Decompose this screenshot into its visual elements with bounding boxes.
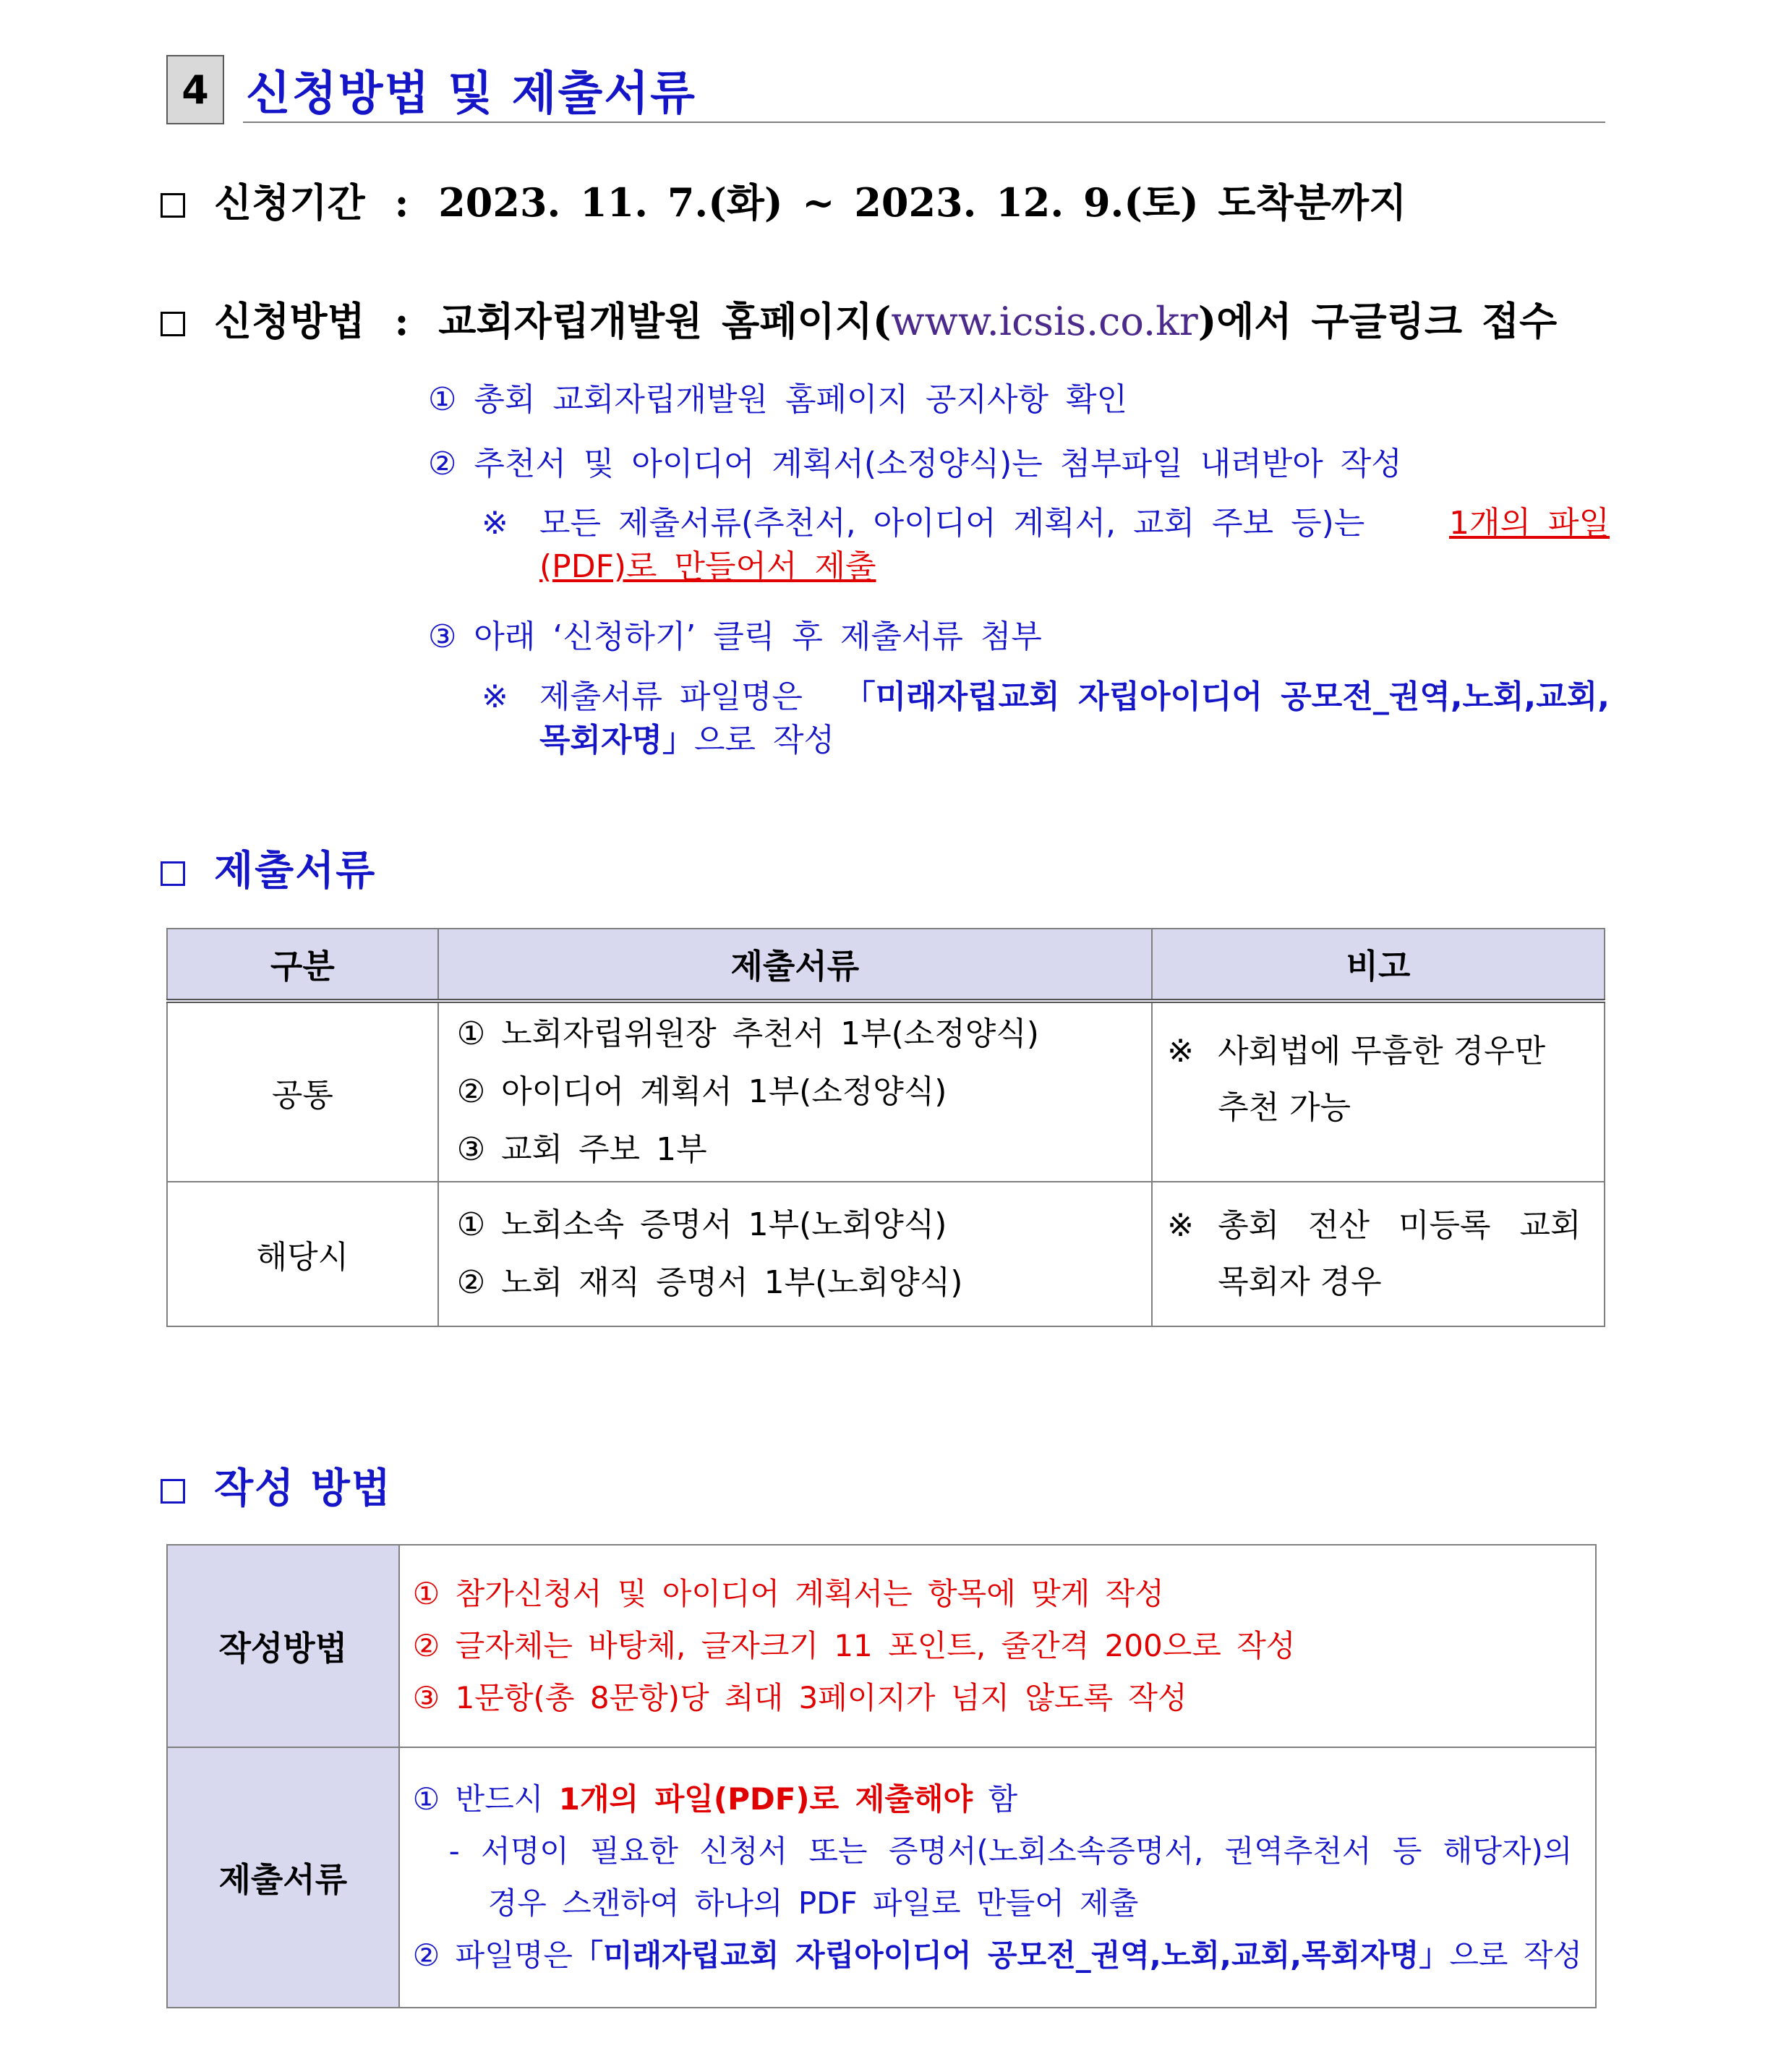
note1-highlight-cont: (PDF)로 만들어서 제출 (539, 548, 876, 585)
documents-table (166, 928, 1605, 1327)
reference-mark-icon: ※ (1167, 1033, 1194, 1070)
method-line (161, 291, 1557, 346)
note2-filename-cont: 목회자명」 (539, 722, 695, 759)
row-documents (438, 1182, 1152, 1326)
note2-filename: 「미래자립교회 자립아이디어 공모전_권역,노회,교회, (843, 678, 1610, 715)
table-header-row (167, 929, 1605, 1001)
method-note-1 (482, 502, 1610, 589)
submit-text-end: 함 (988, 1781, 1018, 1817)
filename-text: ② 파일명은 (412, 1937, 573, 1973)
period-line (161, 172, 1406, 228)
note1-text: 모든 제출서류(추천서, 아이디어 계획서, 교회 주보 등)는 (539, 505, 1365, 542)
table-row (167, 1182, 1605, 1326)
documents-heading-text: 제출서류 (214, 848, 377, 895)
checkbox-square-icon (161, 861, 185, 886)
list-item: ① 노회소속 증명서 1부(노회양식) (456, 1206, 947, 1243)
checkbox-square-icon (161, 1479, 185, 1504)
filename-pattern: 「미래자립교회 자립아이디어 공모전_권역,노회,교회,목회자명」 (572, 1937, 1450, 1973)
writing-heading (161, 1457, 392, 1514)
row-documents (438, 1001, 1152, 1182)
header-documents: 제출서류 (438, 929, 1152, 1001)
row-remark (1152, 1182, 1605, 1326)
remark-line: 추천 가능 (1218, 1089, 1351, 1126)
checkbox-square-icon (161, 193, 185, 218)
list-item: ② 노회 재직 증명서 1부(노회양식) (456, 1264, 963, 1301)
reference-mark-icon: ※ (482, 678, 508, 715)
method-item-1: ① 총회 교회자립개발원 홈페이지 공지사항 확인 (428, 381, 1127, 418)
row-remark (1152, 1001, 1605, 1182)
reference-mark-icon: ※ (1167, 1207, 1194, 1244)
method-note-2 (482, 675, 1610, 762)
method-text-after: )에서 구글링크 접수 (1197, 298, 1558, 344)
list-item: - 서명이 필요한 신청서 또는 증명서(노회소속증명서, 권역추천서 등 해당자)의 (448, 1833, 1573, 1869)
method-colon: : (394, 298, 409, 344)
method-label: 신청방법 (214, 298, 365, 344)
table-row (167, 1545, 1596, 1747)
section-divider (243, 121, 1605, 123)
section-number: 4 (166, 55, 224, 124)
table-row (167, 1747, 1596, 2008)
checkbox-square-icon (161, 312, 185, 336)
writing-heading-text: 작성 방법 (214, 1465, 392, 1512)
row-category: 공통 (167, 1001, 438, 1182)
homepage-link[interactable]: www.icsis.co.kr (891, 299, 1198, 344)
note2-text-end: 으로 작성 (694, 722, 835, 759)
period-value: 2023. 11. 7.(화) ~ 2023. 12. 9.(토) 도착분까지 (438, 179, 1407, 226)
row-category: 해당시 (167, 1182, 438, 1326)
period-label: 신청기간 (214, 179, 365, 226)
note2-text: 제출서류 파일명은 (539, 678, 803, 715)
header-category: 구분 (167, 929, 438, 1001)
table-row (167, 1001, 1605, 1182)
submit-text: ① 반드시 (412, 1781, 544, 1817)
note1-highlight: 1개의 파일 (1449, 505, 1610, 542)
method-item-3: ③ 아래 ‘신청하기’ 클릭 후 제출서류 첨부 (428, 618, 1042, 655)
section-title: 신청방법 및 제출서류 (246, 67, 696, 121)
list-item: ② 글자체는 바탕체, 글자크기 11 포인트, 줄간격 200으로 작성 (412, 1628, 1296, 1663)
list-item: 경우 스캔하여 하나의 PDF 파일로 만들어 제출 (487, 1885, 1139, 1921)
row-body (399, 1747, 1596, 2008)
method-text-before: 교회자립개발원 홈페이지( (438, 298, 892, 344)
method-item-2: ② 추천서 및 아이디어 계획서(소정양식)는 첨부파일 내려받아 작성 (428, 445, 1402, 482)
list-item: ② 아이디어 계획서 1부(소정양식) (456, 1073, 947, 1110)
list-item (413, 1773, 1582, 1825)
row-body (399, 1545, 1596, 1747)
remark-line: 사회법에 무흠한 경우만 (1218, 1033, 1546, 1070)
list-item: ③ 1문항(총 8문항)당 최대 3페이지가 넘지 않도록 작성 (412, 1680, 1187, 1715)
writing-table (166, 1544, 1597, 2008)
reference-mark-icon: ※ (482, 505, 508, 542)
header-remarks: 비고 (1152, 929, 1605, 1001)
remark-line: 목회자 경우 (1218, 1263, 1382, 1300)
row-head: 제출서류 (167, 1747, 399, 2008)
period-colon: : (394, 179, 409, 226)
list-item: ③ 교회 주보 1부 (456, 1131, 707, 1168)
filename-text-end: 으로 작성 (1449, 1937, 1582, 1973)
documents-heading (161, 839, 376, 897)
row-head: 작성방법 (167, 1545, 399, 1747)
list-item: ① 노회자립위원장 추천서 1부(소정양식) (456, 1015, 1039, 1052)
list-item: ① 참가신청서 및 아이디어 계획서는 항목에 맞게 작성 (412, 1576, 1164, 1611)
submit-highlight: 1개의 파일(PDF)로 제출해야 (558, 1781, 973, 1817)
remark-line: 총회 전산 미등록 교회 (1218, 1207, 1581, 1244)
list-item (413, 1930, 1582, 1982)
